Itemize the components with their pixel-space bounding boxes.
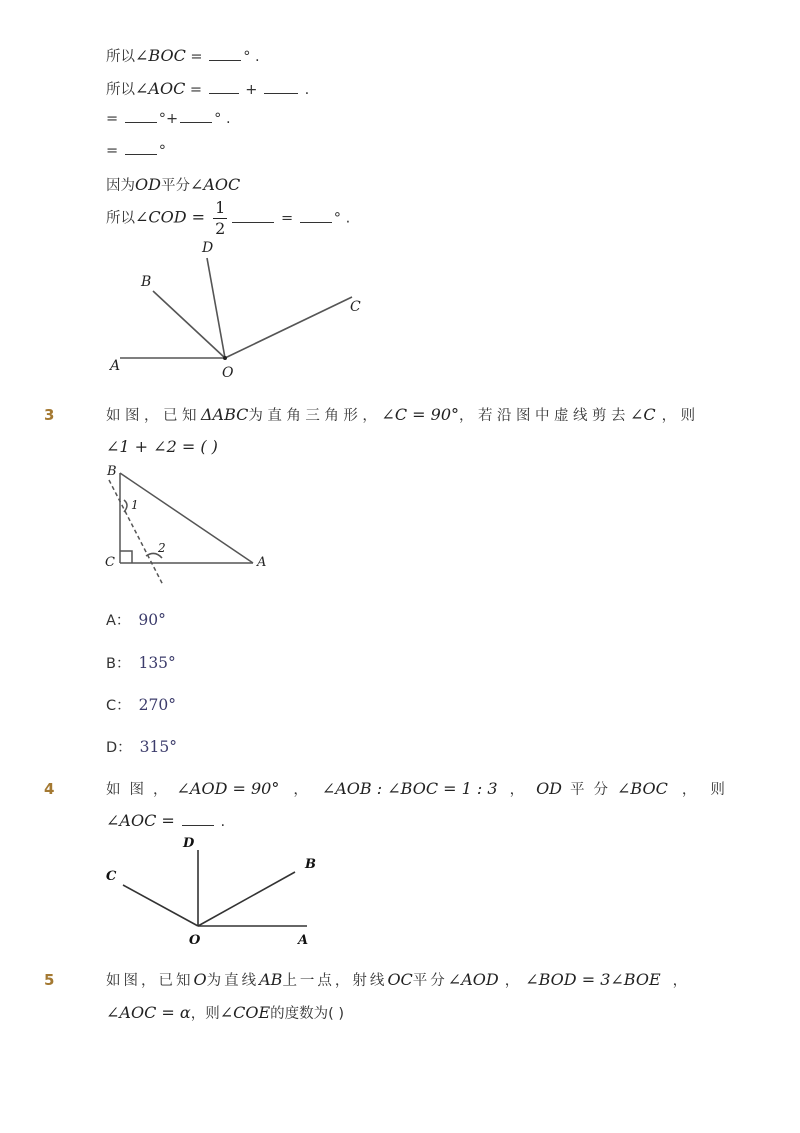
denominator: 2 [215,219,226,238]
q3-line-1 [106,404,700,425]
math: ∠1 + ∠2 = ( ) [106,437,218,456]
text: 如图， [106,782,177,798]
sol-line-2 [106,78,309,99]
ray-OB [198,872,295,926]
math: OD [135,175,161,194]
math: ∠BOC [135,46,186,65]
blank [300,221,332,223]
figure-rays-ABCDO [100,236,370,381]
option-a[interactable] [106,609,166,630]
label-A: A [110,358,121,374]
sol-line-4 [106,143,166,159]
text: ， [672,973,688,989]
option-d[interactable] [106,736,177,757]
math: ∠AOD [447,970,499,989]
text: ，则 [190,1006,220,1022]
math: ∠AOD = 90° [176,779,280,798]
math: ∠BOD = 3∠BOE [525,970,661,989]
math: ∠C [630,405,656,424]
math: ∠AOC = [106,811,180,830]
option-value: 90° [138,611,166,629]
text: = [276,210,298,227]
text: ，则 [661,408,700,424]
blank [125,153,157,155]
math: ΔABC [201,405,249,424]
ray-OC [225,297,352,358]
text: ° [158,143,167,159]
angle-1-arc [124,500,127,512]
blank [209,92,239,94]
label-C: C [350,299,361,315]
text: ° . [333,210,351,227]
text: °+ [158,111,179,127]
math: ∠COE [219,1003,271,1022]
text: ， [293,782,308,798]
figure-rays-q4 [100,832,330,952]
question-number: 4 [44,780,55,798]
label-B: B [305,857,316,872]
blank [232,221,274,223]
text: . [300,82,310,98]
option-label: C： [106,698,131,714]
math: AB [259,970,283,989]
math: ∠AOC [189,175,241,194]
label-B: B [141,274,152,290]
text: 所以 [106,49,135,65]
label-C: C [106,869,117,884]
text: ° . [214,111,231,127]
text: 因为 [106,178,135,194]
text: 如图，已知 [106,973,194,989]
q4-line-1 [106,778,739,799]
text: 为直角三角形， [248,408,382,424]
ray-OC [123,885,198,926]
q5-line-2 [106,1002,344,1023]
text: ， [509,782,525,798]
label-O: O [222,365,234,381]
right-angle-mark [120,551,132,563]
text: ° [243,49,251,65]
q4-line-2 [106,811,225,830]
label-D: D [183,836,195,851]
text: 平分 [570,782,618,798]
point-O [223,356,227,360]
sol-line-3 [106,111,231,127]
text: 所以 [106,82,135,98]
text: 如图，已知 [106,408,201,424]
text: = [185,82,207,98]
text: = [106,143,123,159]
label-A: A [298,933,309,948]
text: 为直线 [206,973,260,989]
blank [264,92,298,94]
math: ∠COD = [135,207,211,227]
label-C: C [105,555,115,570]
figure-right-triangle [100,460,275,590]
label-O: O [189,933,201,948]
sol-line-1 [106,45,260,66]
label-angle-2: 2 [158,541,166,555]
math: ∠BOC [617,779,668,798]
text: 的度数为( ) [270,1006,345,1022]
blank [125,121,157,123]
option-b[interactable] [106,652,176,673]
numerator: 1 [215,198,226,217]
math: ∠AOC = α [106,1003,191,1022]
math: ∠AOC [135,79,186,98]
math: OD [536,779,563,798]
label-D: D [202,240,214,256]
option-value: 270° [138,696,176,714]
label-B: B [107,464,117,479]
option-c[interactable] [106,694,176,715]
question-number: 5 [44,971,55,989]
math: O [193,970,207,989]
option-label: B： [106,656,131,672]
blank [180,121,212,123]
sol-line-5 [106,174,240,195]
q5-line-1 [106,969,687,990]
math: ∠AOB : ∠BOC = 1 : 3 [321,779,498,798]
fraction [213,198,227,239]
text: = [106,111,123,127]
sol-line-6 [106,198,350,239]
question-number: 3 [44,406,55,424]
blank [182,824,214,826]
text: 平分 [412,973,448,989]
math: ∠C = 90° [381,405,459,424]
text: ， [504,973,520,989]
text: ，若沿图中虚线剪去 [459,408,630,424]
label-angle-1: 1 [131,498,139,512]
text: 平分 [160,178,190,194]
label-A: A [257,555,267,570]
q3-line-2 [106,437,218,456]
option-label: A： [106,613,131,629]
text: 所以 [106,210,135,227]
text: + [240,82,263,98]
math: OC [387,970,413,989]
option-value: 135° [138,654,176,672]
blank [209,59,241,61]
side-BA [120,473,253,563]
text: . [215,814,226,830]
option-value: 315° [139,738,178,756]
text: = [185,49,208,65]
text: 上一点，射线 [282,973,388,989]
text: ，则 [681,782,739,798]
option-label: D： [106,740,132,756]
text: . [250,49,260,65]
